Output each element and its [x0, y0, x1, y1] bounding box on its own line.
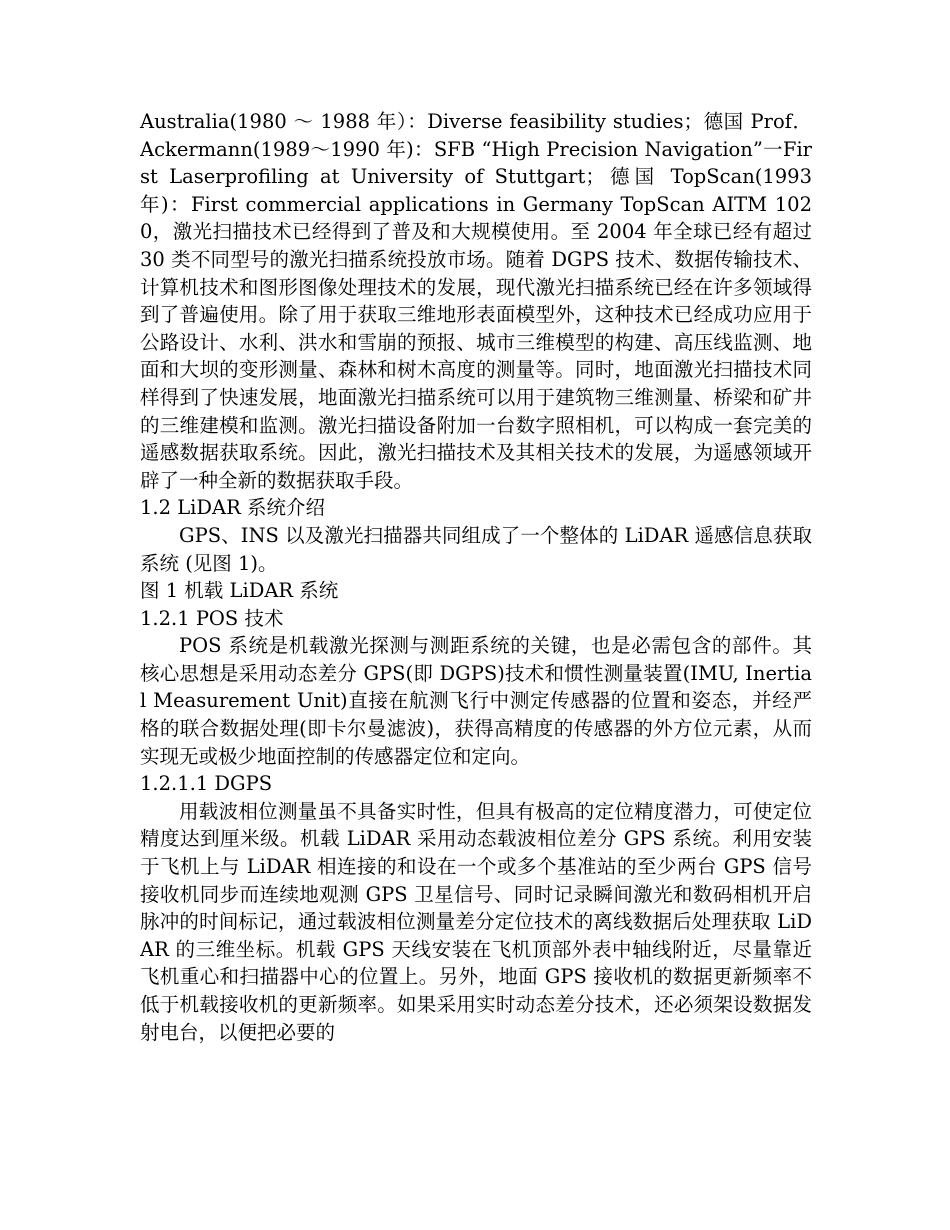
paragraph-history: Australia(1980 ～ 1988 年）：Diverse feasibility studies；德国 Prof．Ackermann(1989～1990 年)：SFB “High Precision Navigation”一First Laserprofiling at University of Stuttgart；德国 TopScan(1993 年)：First commercial applications in Germany TopScan AITM 1020，激光扫描技术已经得到了普及和大规模使用。至 2004 年全球已经有超过 30 类不同型号的激光扫描系统投放市场。随着 DGPS 技术、数据传输技术、计算机技术和图形图像处理技术的发展，现代激光扫描系统已经在许多领域得到了普遍使用。除了用于获取三维地形表面模型外，这种技术已经成功应用于公路设计、水利、洪水和雪崩的预报、城市三维模型的构建、高压线监测、地面和大坝的变形测量、森林和树木高度的测量等。同时，地面激光扫描技术同样得到了快速发展，地面激光扫描系统可以用于建筑物三维测量、桥梁和矿井的三维建模和监测。激光扫描设备附加一台数字照相机，可以构成一套完美的遥感数据获取系统。因此，激光扫描技术及其相关技术的发展，为遥感领域开辟了一种全新的数据获取手段。: [140, 110, 812, 492]
section-heading-1-2-1: 1.2.1 POS 技术: [140, 606, 284, 630]
paragraph-dgps: 用载波相位测量虽不具备实时性，但具有极高的定位精度潜力，可使定位精度达到厘米级。机载 LiDAR 采用动态载波相位差分 GPS 系统。利用安装于飞机上与 LiDAR 相连接的和设在一个或多个基准站的至少两台 GPS 信号接收机同步而连续地观测 GPS 卫星信号、同时记录瞬间激光和数码相机开启脉冲的时间标记，通过载波相位测量差分定位技术的离线数据后处理获取 LiDAR 的三维坐标。机载 GPS 天线安装在飞机顶部外表中轴线附近，尽量靠近飞机重心和扫描器中心的位置上。另外，地面 GPS 接收机的数据更新频率不低于机载接收机的更新频率。如果采用实时动态差分技术，还必须架设数据发射电台，以便把必要的: [140, 799, 812, 1044]
section-heading-1-2: 1.2 LiDAR 系统介绍: [140, 496, 325, 520]
document-page: [140, 108, 812, 1046]
figure-caption: 图 1 机载 LiDAR 系统: [140, 579, 339, 603]
paragraph-lidar-intro: GPS、INS 以及激光扫描器共同组成了一个整体的 LiDAR 遥感信息获取系统 (见图 1)。: [140, 523, 812, 575]
section-heading-1-2-1-1: 1.2.1.1 DGPS: [140, 772, 273, 796]
paragraph-pos: POS 系统是机载激光探测与测距系统的关键，也是必需包含的部件。其核心思想是采用动态差分 GPS(即 DGPS)技术和惯性测量装置(IMU, Inertial Measurement Unit)直接在航测飞行中测定传感器的位置和姿态，并经严格的联合数据处理(即卡尔曼滤波)，获得高精度的传感器的外方位元素，从而实现无或极少地面控制的传感器定位和定向。: [140, 634, 812, 768]
